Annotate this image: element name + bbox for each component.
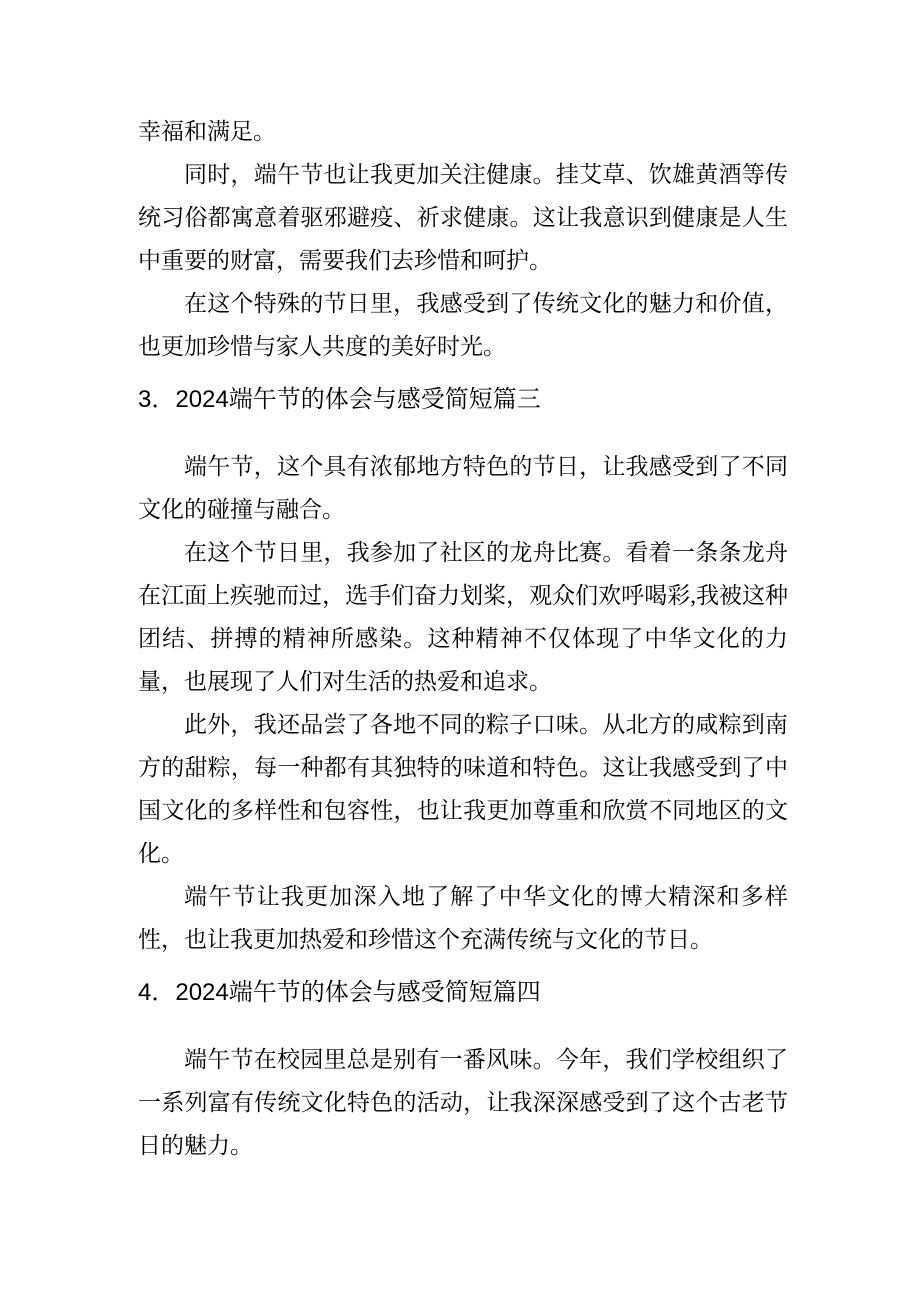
paragraph: 同时，端午节也让我更加关注健康。挂艾草、饮雄黄酒等传统习俗都寓意着驱邪避疫、祈求健康。这让我意识到健康是人生中重要的财富，需要我们去珍惜和呵护。 [138, 162, 788, 273]
section-heading: 4．2024端午节的体会与感受简短篇四 [138, 979, 541, 1006]
paragraph-continuation: 幸福和满足。 [138, 119, 276, 144]
section-heading: 3．2024端午节的体会与感受简短篇三 [138, 386, 541, 413]
paragraph: 端午节，这个具有浓郁地方特色的节日，让我感受到了不同文化的碰撞与融合。 [138, 454, 788, 522]
paragraph: 端午节让我更加深入地了解了中华文化的博大精深和多样性，也让我更加热爱和珍惜这个充满传统与文化的节日。 [138, 884, 788, 952]
document-content [138, 110, 788, 1167]
paragraph: 在这个节日里，我参加了社区的龙舟比赛。看着一条条龙舟在江面上疾驰而过，选手们奋力划桨，观众们欢呼喝彩,我被这种团结、拼搏的精神所感染。这种精神不仅体现了中华文化的力量，也展现了人们对生活的热爱和追求。 [138, 540, 788, 694]
paragraph: 在这个特殊的节日里，我感受到了传统文化的魅力和价值，也更加珍惜与家人共度的美好时光。 [138, 291, 788, 359]
paragraph: 端午节在校园里总是别有一番风味。今年，我们学校组织了一系列富有传统文化特色的活动，让我深深感受到了这个古老节日的魅力。 [138, 1047, 788, 1158]
paragraph: 此外，我还品尝了各地不同的粽子口味。从北方的咸粽到南方的甜粽，每一种都有其独特的味道和特色。这让我感受到了中国文化的多样性和包容性，也让我更加尊重和欣赏不同地区的文化。 [138, 712, 788, 866]
